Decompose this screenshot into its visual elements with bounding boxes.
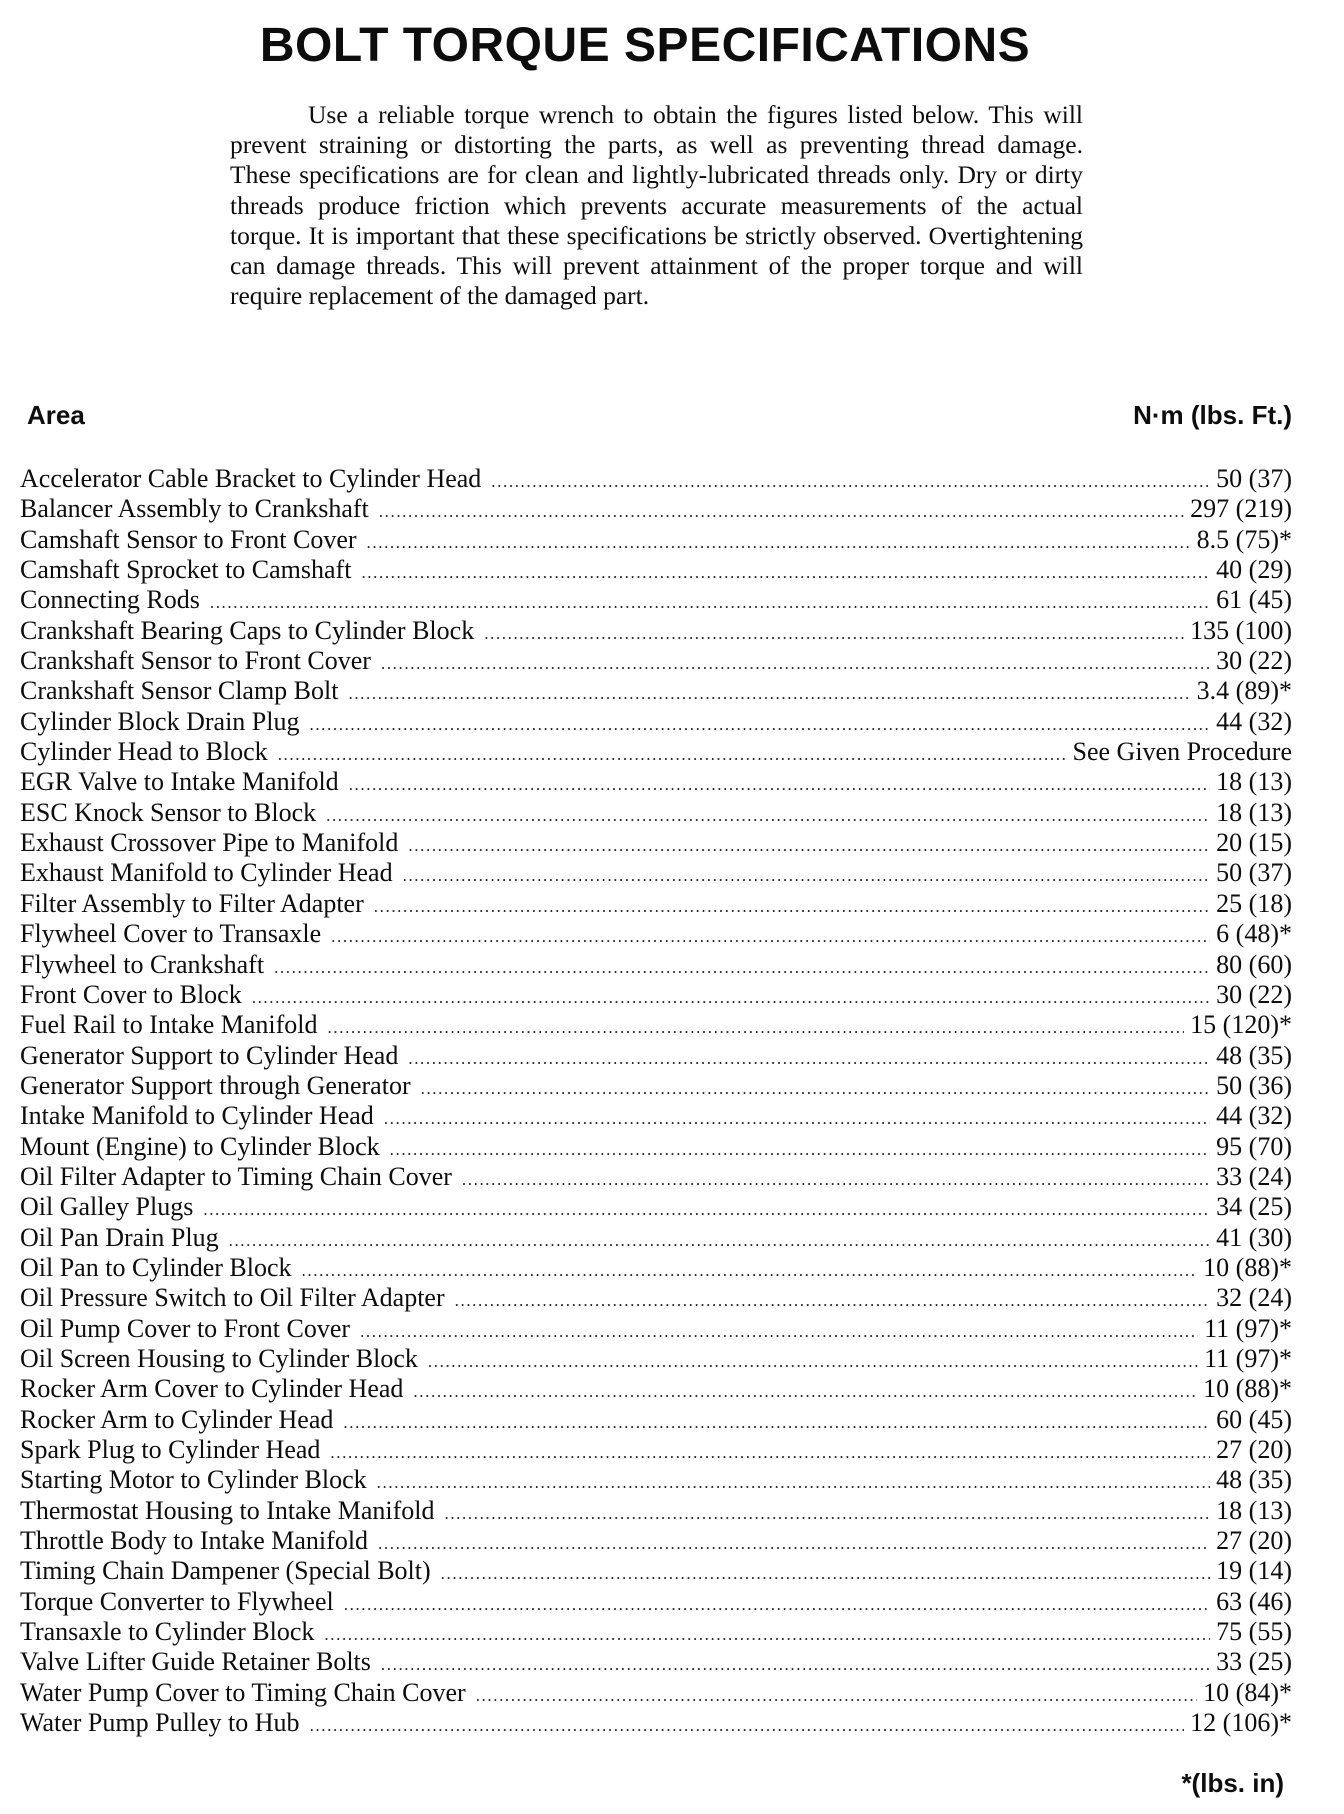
spec-row [20, 646, 1292, 676]
spec-torque-value: 61 (45) [1216, 585, 1292, 615]
spec-area-label: Flywheel to Crankshaft [20, 949, 265, 979]
spec-row [20, 1101, 1292, 1131]
spec-area-label: Cylinder Head to Block [20, 737, 268, 767]
dot-leader [374, 897, 1210, 917]
spec-row [20, 828, 1292, 858]
spec-area-label: Exhaust Manifold to Cylinder Head [20, 858, 393, 888]
dot-leader [381, 1655, 1210, 1675]
spec-area-label: Connecting Rods [20, 585, 200, 615]
spec-torque-value: 95 (70) [1216, 1131, 1292, 1161]
dot-leader [379, 502, 1184, 522]
spec-row [20, 1374, 1292, 1404]
spec-row [20, 1647, 1292, 1677]
dot-leader [428, 1352, 1198, 1372]
spec-area-label: Water Pump Pulley to Hub [20, 1708, 300, 1738]
spec-torque-value: 11 (97)* [1204, 1343, 1292, 1373]
dot-leader [381, 654, 1210, 674]
dot-leader [326, 806, 1210, 826]
dot-leader [377, 1473, 1211, 1493]
spec-row [20, 1556, 1292, 1586]
spec-row [20, 1708, 1292, 1738]
spec-area-label: Oil Galley Plugs [20, 1192, 194, 1222]
spec-area-label: Starting Motor to Cylinder Block [20, 1465, 367, 1495]
spec-torque-value: 30 (22) [1216, 979, 1292, 1009]
spec-row [20, 494, 1292, 524]
spec-torque-value: 50 (37) [1216, 464, 1292, 493]
spec-row [20, 1253, 1292, 1283]
unit-footnote: *(lbs. in) [1181, 1768, 1284, 1798]
dot-leader [278, 745, 1067, 765]
spec-torque-value: 8.5 (75)* [1196, 524, 1292, 554]
spec-area-label: Camshaft Sprocket to Camshaft [20, 555, 352, 585]
spec-torque-value: 80 (60) [1216, 949, 1292, 979]
spec-row [20, 1678, 1292, 1708]
spec-area-label: Oil Pan to Cylinder Block [20, 1252, 292, 1282]
dot-leader [421, 1079, 1211, 1099]
dot-leader [252, 988, 1210, 1008]
page-title: BOLT TORQUE SPECIFICATIONS [259, 19, 1031, 72]
spec-row [20, 555, 1292, 585]
spec-area-label: Generator Support through Generator [20, 1070, 411, 1100]
spec-row [20, 767, 1292, 797]
dot-leader [302, 1261, 1198, 1281]
dot-leader [309, 715, 1210, 735]
spec-area-label: Fuel Rail to Intake Manifold [20, 1010, 318, 1040]
spec-row [20, 1132, 1292, 1162]
dot-leader [328, 1018, 1185, 1038]
spec-torque-value: 32 (24) [1216, 1283, 1292, 1313]
spec-row [20, 1617, 1292, 1647]
unit-column-header: N·m (lbs. Ft.) [1133, 400, 1292, 430]
spec-row [20, 858, 1292, 888]
spec-area-label: Rocker Arm Cover to Cylinder Head [20, 1374, 404, 1404]
dot-leader [343, 1413, 1210, 1433]
spec-area-label: Cylinder Block Drain Plug [20, 706, 300, 736]
spec-row [20, 1283, 1292, 1313]
dot-leader [444, 1504, 1210, 1524]
spec-row [20, 1192, 1292, 1222]
dot-leader [310, 1716, 1185, 1736]
spec-torque-value: 40 (29) [1216, 555, 1292, 585]
dot-leader [403, 866, 1211, 886]
spec-area-label: Oil Screen Housing to Cylinder Block [20, 1343, 418, 1373]
spec-row [20, 1435, 1292, 1465]
spec-torque-value: 63 (46) [1216, 1586, 1292, 1616]
spec-area-label: Front Cover to Block [20, 979, 242, 1009]
spec-area-label: Intake Manifold to Cylinder Head [20, 1101, 374, 1131]
dot-leader [360, 1322, 1198, 1342]
spec-torque-value: See Given Procedure [1072, 737, 1292, 767]
spec-row [20, 464, 1292, 494]
spec-row [20, 585, 1292, 615]
spec-torque-value: 10 (88)* [1203, 1252, 1292, 1282]
spec-row [20, 950, 1292, 980]
spec-row [20, 919, 1292, 949]
spec-torque-value: 6 (48)* [1216, 919, 1292, 949]
spec-torque-value: 12 (106)* [1190, 1708, 1292, 1738]
spec-area-label: Valve Lifter Guide Retainer Bolts [20, 1647, 371, 1677]
spec-torque-value: 48 (35) [1216, 1465, 1292, 1495]
spec-torque-value: 19 (14) [1216, 1556, 1292, 1586]
spec-torque-value: 135 (100) [1190, 615, 1292, 645]
dot-leader [384, 1109, 1210, 1129]
dot-leader [210, 593, 1210, 613]
spec-row [20, 889, 1292, 919]
dot-leader [491, 472, 1210, 492]
dot-leader [344, 1595, 1210, 1615]
spec-area-label: Flywheel Cover to Transaxle [20, 919, 322, 949]
spec-area-label: Balancer Assembly to Crankshaft [20, 494, 369, 524]
spec-row [20, 1041, 1292, 1071]
spec-row [20, 1010, 1292, 1040]
spec-area-label: Exhaust Crossover Pipe to Manifold [20, 828, 399, 858]
spec-torque-value: 27 (20) [1216, 1526, 1292, 1556]
spec-row [20, 1344, 1292, 1374]
dot-leader [441, 1564, 1211, 1584]
dot-leader [455, 1291, 1211, 1311]
spec-torque-value: 18 (13) [1216, 1495, 1292, 1525]
dot-leader [331, 927, 1210, 947]
spec-area-label: Crankshaft Sensor Clamp Bolt [20, 676, 339, 706]
spec-area-label: Mount (Engine) to Cylinder Block [20, 1131, 380, 1161]
spec-area-label: Crankshaft Sensor to Front Cover [20, 646, 371, 676]
dot-leader [349, 775, 1210, 795]
spec-row [20, 707, 1292, 737]
spec-torque-value: 10 (84)* [1203, 1677, 1292, 1707]
spec-row [20, 737, 1292, 767]
spec-area-label: Spark Plug to Cylinder Head [20, 1435, 321, 1464]
spec-row [20, 1162, 1292, 1192]
intro-paragraph: Use a reliable torque wrench to obtain the figures listed below. This will prevent straining or distorting the parts, as well as preventing thread damage. These specifications are for clean and lightly-lubricated threads only. Dry or dirty threads produce friction which prevents accurate measurements of the actual torque. It is important that these specifications be strictly observed. Overtightening can damage threads. This will prevent attainment of the proper torque and will require replacement of the damaged part. [230, 100, 1083, 311]
dot-leader [390, 1140, 1211, 1160]
spec-area-label: Oil Pressure Switch to Oil Filter Adapter [20, 1283, 445, 1313]
spec-row [20, 1314, 1292, 1344]
spec-torque-value: 25 (18) [1216, 888, 1292, 918]
dot-leader [348, 684, 1190, 704]
spec-torque-value: 50 (37) [1216, 858, 1292, 888]
spec-torque-value: 50 (36) [1216, 1070, 1292, 1100]
spec-torque-value: 44 (32) [1216, 1101, 1292, 1131]
dot-leader [408, 1049, 1210, 1069]
spec-area-label: EGR Valve to Intake Manifold [20, 767, 339, 797]
spec-area-label: Accelerator Cable Bracket to Cylinder Head [20, 464, 482, 493]
spec-row [20, 1223, 1292, 1253]
spec-area-label: Filter Assembly to Filter Adapter [20, 888, 364, 918]
spec-area-label: Rocker Arm to Cylinder Head [20, 1404, 334, 1434]
spec-torque-value: 18 (13) [1216, 797, 1292, 827]
dot-leader [203, 1200, 1210, 1220]
spec-row [20, 676, 1292, 706]
spec-area-label: Generator Support to Cylinder Head [20, 1040, 399, 1070]
spec-torque-value: 11 (97)* [1204, 1313, 1292, 1343]
spec-area-label: ESC Knock Sensor to Block [20, 797, 317, 827]
dot-leader [361, 563, 1210, 583]
spec-row [20, 1496, 1292, 1526]
spec-area-label: Camshaft Sensor to Front Cover [20, 524, 357, 554]
spec-torque-value: 18 (13) [1216, 767, 1292, 797]
spec-torque-value: 41 (30) [1216, 1222, 1292, 1252]
dot-leader [413, 1382, 1197, 1402]
spec-area-label: Thermostat Housing to Intake Manifold [20, 1495, 435, 1525]
spec-torque-value: 75 (55) [1216, 1617, 1292, 1647]
spec-area-label: Oil Pan Drain Plug [20, 1222, 219, 1252]
spec-row [20, 980, 1292, 1010]
spec-area-label: Oil Pump Cover to Front Cover [20, 1313, 351, 1343]
dot-leader [324, 1625, 1210, 1645]
spec-torque-value: 297 (219) [1190, 494, 1292, 524]
spec-row [20, 1526, 1292, 1556]
spec-torque-value: 27 (20) [1216, 1435, 1292, 1464]
spec-torque-value: 44 (32) [1216, 706, 1292, 736]
spec-row [20, 616, 1292, 646]
spec-area-label: Throttle Body to Intake Manifold [20, 1526, 369, 1556]
spec-area-label: Timing Chain Dampener (Special Bolt) [20, 1556, 431, 1586]
dot-leader [484, 624, 1184, 644]
spec-torque-value: 33 (25) [1216, 1647, 1292, 1677]
spec-torque-value: 3.4 (89)* [1196, 676, 1292, 706]
dot-leader [229, 1231, 1211, 1251]
spec-row [20, 798, 1292, 828]
spec-torque-value: 60 (45) [1216, 1404, 1292, 1434]
spec-row [20, 525, 1292, 555]
spec-torque-value: 15 (120)* [1190, 1010, 1292, 1040]
spec-torque-value: 48 (35) [1216, 1040, 1292, 1070]
spec-area-label: Transaxle to Cylinder Block [20, 1617, 315, 1647]
area-column-header: Area [27, 400, 85, 430]
spec-torque-value: 34 (25) [1216, 1192, 1292, 1222]
spec-row [20, 1587, 1292, 1617]
spec-area-label: Oil Filter Adapter to Timing Chain Cover [20, 1161, 452, 1191]
spec-torque-value: 20 (15) [1216, 828, 1292, 858]
spec-torque-value: 10 (88)* [1203, 1374, 1292, 1404]
spec-row [20, 1465, 1292, 1495]
dot-leader [367, 533, 1191, 553]
spec-area-label: Torque Converter to Flywheel [20, 1586, 334, 1616]
dot-leader [408, 836, 1210, 856]
dot-leader [330, 1443, 1210, 1463]
spec-torque-value: 33 (24) [1216, 1161, 1292, 1191]
spec-row [20, 1405, 1292, 1435]
dot-leader [378, 1534, 1210, 1554]
dot-leader [274, 958, 1210, 978]
spec-torque-value: 30 (22) [1216, 646, 1292, 676]
spec-row [20, 1071, 1292, 1101]
dot-leader [462, 1170, 1210, 1190]
torque-spec-list [20, 464, 1292, 1738]
spec-area-label: Water Pump Cover to Timing Chain Cover [20, 1677, 466, 1707]
dot-leader [476, 1686, 1197, 1706]
spec-area-label: Crankshaft Bearing Caps to Cylinder Block [20, 615, 475, 645]
